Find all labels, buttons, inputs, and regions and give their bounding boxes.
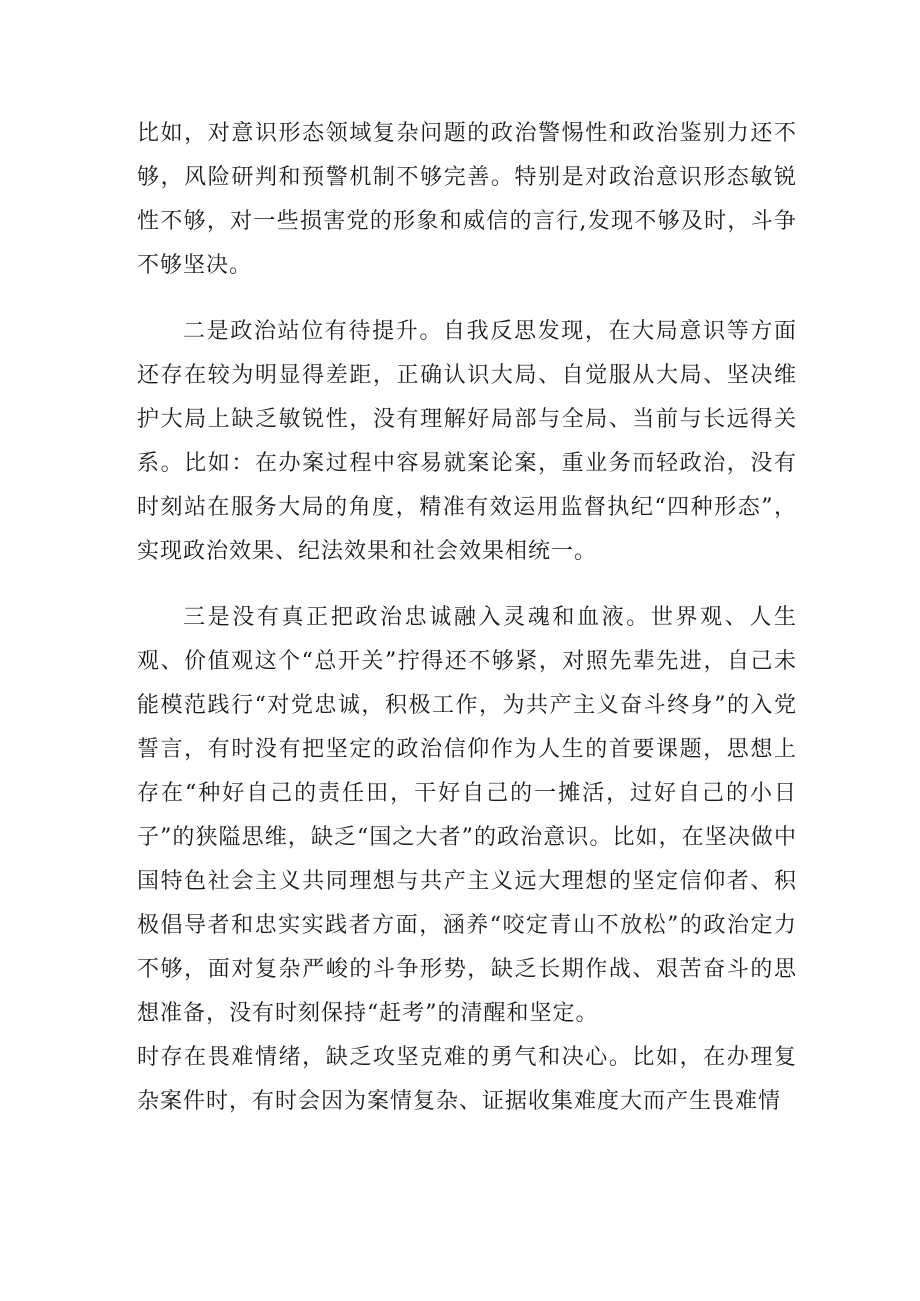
paragraph-2: 二是政治站位有待提升。自我反思发现，在大局意识等方面还存在较为明显得差距，正确认识大局、自觉服从大局、坚决维护大局上缺乏敏锐性，没有理解好局部与全局、当前与长远得关系。比如：在办案过程中容易就案论案，重业务而轻政治，没有时刻站在服务大局的角度，精准有效运用监督执纪“四种形态”，实现政治效果、纪法效果和社会效果相统一。 bbox=[137, 319, 797, 564]
paragraph-4: 时存在畏难情绪，缺乏攻坚克难的勇气和决心。比如，在办理复杂案件时，有时会因为案情复杂、证据收集难度大而产生畏难情 bbox=[137, 1045, 797, 1114]
paragraph-1: 比如，对意识形态领域复杂问题的政治警惕性和政治鉴别力还不够，风险研判和预警机制不够完善。特别是对政治意识形态敏锐性不够，对一些损害党的形象和威信的言行,发现不够及时，斗争不够坚决。 bbox=[137, 121, 797, 278]
document-body bbox=[137, 112, 797, 1124]
paragraph-3: 三是没有真正把政治忠诚融入灵魂和血液。世界观、人生观、价值观这个“总开关”拧得还不够紧，对照先辈先进，自己未能模范践行“对党忠诚，积极工作，为共产主义奋斗终身”的入党誓言，有时没有把坚定的政治信仰作为人生的首要课题，思想上存在“种好自己的责任田，干好自己的一摊活，过好自己的小日子”的狭隘思维，缺乏“国之大者”的政治意识。比如，在坚决做中国特色社会主义共同理想与共产主义远大理想的坚定信仰者、积极倡导者和忠实实践者方面，涵养“咬定青山不放松”的政治定力不够，面对复杂严峻的斗争形势，缺乏长期作战、艰苦奋斗的思想准备，没有时刻保持“赶考”的清醒和坚定。 bbox=[137, 605, 797, 1026]
